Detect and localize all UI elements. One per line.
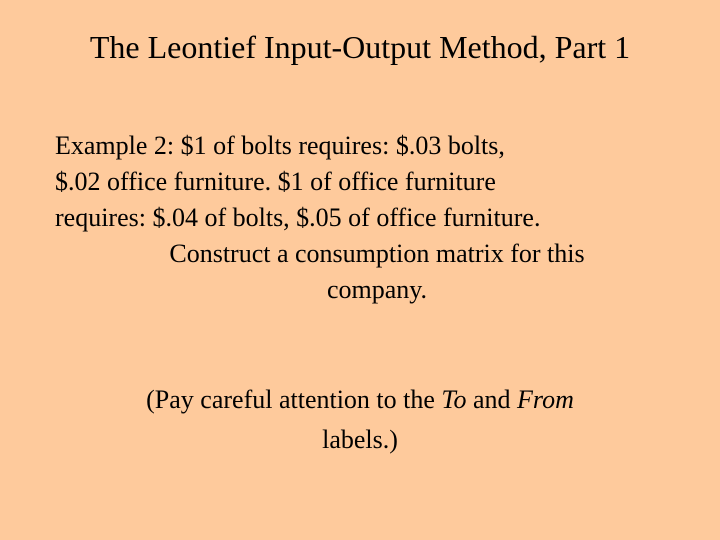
- example-text-block: [55, 128, 695, 308]
- example-line: $.02 office furniture. $1 of office furniture: [55, 167, 496, 196]
- note-line-1: [0, 380, 720, 420]
- note-prefix: (Pay careful attention to the: [146, 385, 442, 414]
- note-line-2: labels.): [322, 425, 398, 454]
- example-line: requires: $.04 of bolts, $.05 of office furniture.: [55, 203, 541, 232]
- attention-note: [0, 380, 720, 460]
- from-label: From: [517, 385, 574, 414]
- to-label: To: [441, 385, 467, 414]
- example-line: Example 2: $1 of bolts requires: $.03 bolts,: [55, 131, 505, 160]
- note-middle: and: [466, 385, 518, 414]
- slide-title: The Leontief Input-Output Method, Part 1: [89, 29, 631, 65]
- instruction-line: company.: [326, 275, 428, 304]
- instruction-line: Construct a consumption matrix for this: [169, 239, 585, 268]
